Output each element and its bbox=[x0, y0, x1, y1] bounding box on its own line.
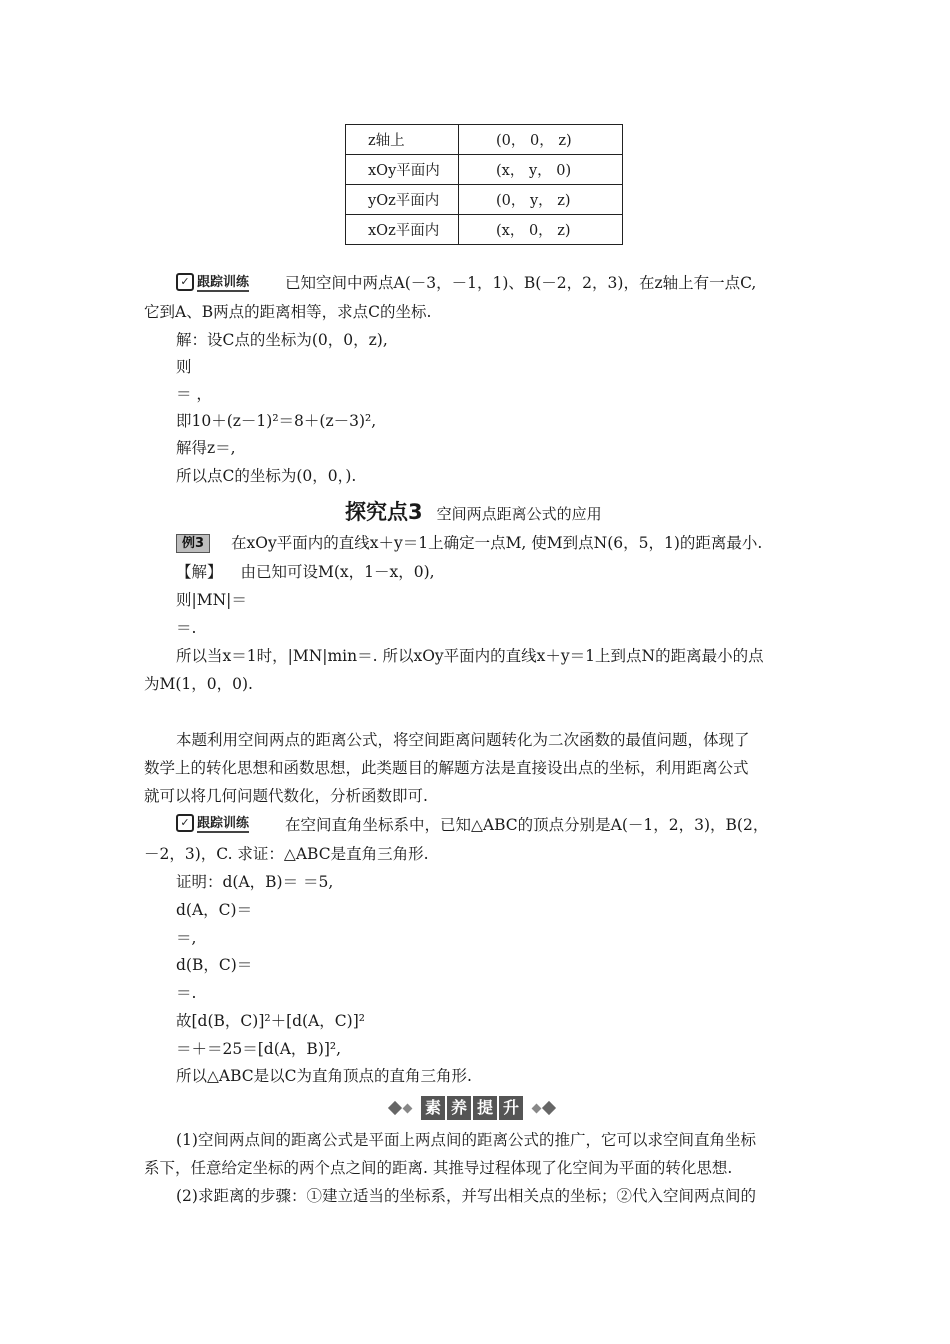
example3-solution-line: 则|MN|＝ bbox=[176, 591, 247, 609]
diamond-icon bbox=[388, 1101, 402, 1115]
remark-line: 数学上的转化思想和函数思想，此类题目的解题方法是直接设出点的坐标，利用距离公式 bbox=[144, 759, 749, 777]
diamond-icon bbox=[403, 1103, 413, 1113]
example3-problem: 在xOy平面内的直线x＋y＝1上确定一点M, 使M到点N(6，5，1)的距离最小. bbox=[231, 534, 763, 552]
proof-line: 所以△ABC是以C为直角顶点的直角三角形. bbox=[176, 1067, 472, 1085]
table-cell-label: xOz平面内 bbox=[346, 215, 459, 245]
practice1-solution-line: 解得z＝, bbox=[176, 439, 236, 457]
summary-line: (1)空间两点间的距离公式是平面上两点间的距离公式的推广，它可以求空间直角坐标 bbox=[176, 1131, 756, 1149]
proof-line: ＝, bbox=[176, 929, 197, 947]
summary-line: 系下，任意给定坐标的两个点之间的距离. 其推导过程体现了化空间为平面的转化思想. bbox=[144, 1159, 733, 1177]
table-cell-label: xOy平面内 bbox=[346, 155, 459, 185]
proof-line: 证明：d(A，B)＝ ＝5, bbox=[176, 873, 334, 891]
example3-solution-line: 为M(1，0，0). bbox=[144, 675, 253, 693]
proof-line: ＝＋＝25＝[d(A，B)]², bbox=[176, 1040, 342, 1058]
practice1-problem-line2: 它到A、B两点的距离相等，求点C的坐标. bbox=[144, 303, 432, 321]
example-badge: 例3 bbox=[176, 532, 210, 553]
table-row bbox=[346, 125, 623, 155]
practice1-solution-line: 则 bbox=[176, 358, 192, 376]
table-row bbox=[346, 185, 623, 215]
practice1-solution-line: 所以点C的坐标为(0，0，). bbox=[176, 467, 357, 485]
example3-solution-line: ＝. bbox=[176, 619, 197, 637]
practice2-problem-line2: －2，3)，C. 求证：△ABC是直角三角形. bbox=[144, 845, 429, 863]
table-cell-coord: (0， 0， z) bbox=[459, 125, 623, 155]
practice-badge: ✓ 跟踪训练 bbox=[176, 812, 249, 833]
diamond-icon bbox=[542, 1101, 556, 1115]
section-banner bbox=[390, 1094, 554, 1122]
proof-line: 故[d(B，C)]²＋[d(A，C)]² bbox=[176, 1012, 365, 1030]
remark-line: 就可以将几何问题代数化，分析函数即可. bbox=[144, 787, 428, 805]
banner-title: 素 养 提 升 bbox=[421, 1096, 523, 1120]
practice1-problem-line1: 已知空间中两点A(－3，－1，1)、B(－2，2，3)，在z轴上有一点C, bbox=[285, 274, 757, 292]
check-icon: ✓ bbox=[176, 273, 194, 291]
section-subtitle: 空间两点距离公式的应用 bbox=[436, 505, 602, 523]
table-cell-label: z轴上 bbox=[346, 125, 459, 155]
remark-line: 本题利用空间两点的距离公式，将空间距离问题转化为二次函数的最值问题，体现了 bbox=[176, 731, 750, 749]
practice2-problem-line1: 在空间直角坐标系中，已知△ABC的顶点分别是A(－1，2，3)，B(2， bbox=[285, 816, 769, 834]
check-icon: ✓ bbox=[176, 814, 194, 832]
coordinate-table bbox=[345, 124, 623, 245]
example3-solution-line: 所以当x＝1时，|MN|min＝. 所以xOy平面内的直线x＋y＝1上到点N的距离最小的点 bbox=[176, 647, 764, 665]
table-cell-coord: (x， 0， z) bbox=[459, 215, 623, 245]
practice1-solution-line: 解：设C点的坐标为(0，0，z), bbox=[176, 331, 388, 349]
section-title: 探究点3 bbox=[345, 500, 423, 524]
example3-solution-line: 【解】 由已知可设M(x，1－x，0), bbox=[176, 563, 435, 581]
proof-line: d(A，C)＝ bbox=[176, 901, 253, 919]
table-cell-label: yOz平面内 bbox=[346, 185, 459, 215]
solution-label: 【解】 bbox=[176, 563, 223, 581]
proof-line: ＝. bbox=[176, 984, 197, 1002]
summary-line: (2)求距离的步骤：①建立适当的坐标系，并写出相关点的坐标；②代入空间两点间的 bbox=[176, 1187, 756, 1205]
practice1-solution-line: ＝ ， bbox=[176, 385, 212, 403]
proof-line: d(B，C)＝ bbox=[176, 956, 253, 974]
table-cell-coord: (x， y， 0) bbox=[459, 155, 623, 185]
table-row bbox=[346, 215, 623, 245]
section-heading bbox=[345, 496, 602, 526]
practice1-solution-line: 即10＋(z－1)²＝8＋(z－3)², bbox=[176, 412, 377, 430]
diamond-icon bbox=[532, 1103, 542, 1113]
table-row bbox=[346, 155, 623, 185]
table-cell-coord: (0， y， z) bbox=[459, 185, 623, 215]
practice-badge: ✓ 跟踪训练 bbox=[176, 271, 249, 292]
